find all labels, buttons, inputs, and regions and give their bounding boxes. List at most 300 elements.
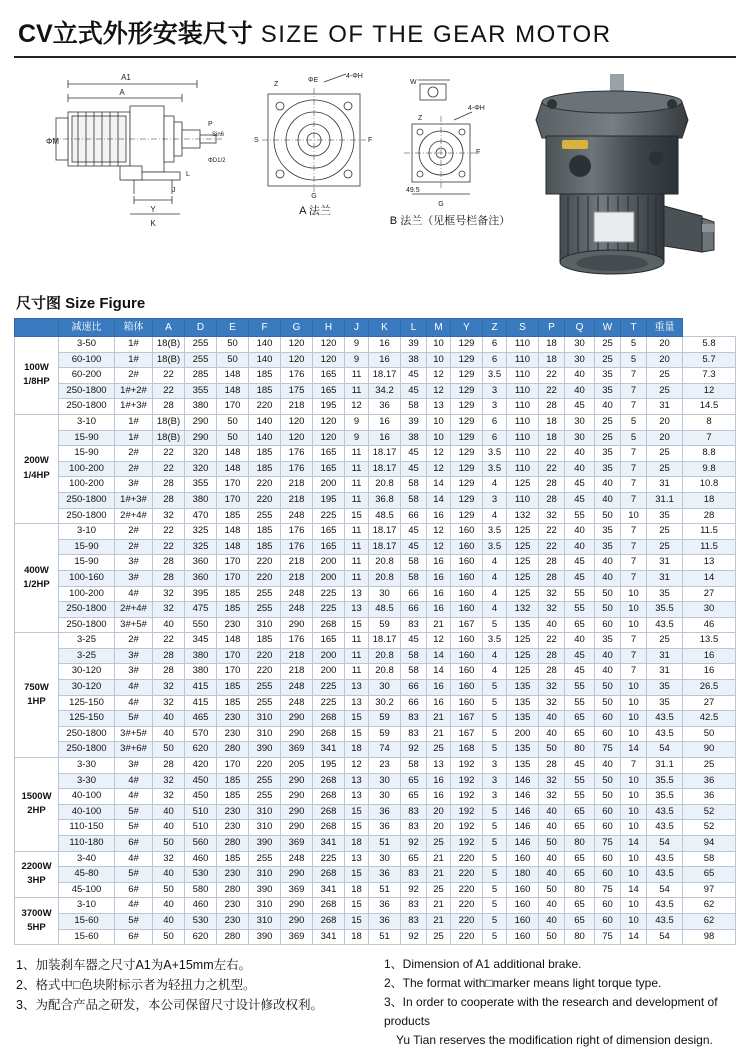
table-row — [15, 898, 736, 914]
cell-1: 2# — [115, 633, 153, 649]
cell-14: 160 — [507, 851, 539, 867]
cell-5: 185 — [249, 383, 281, 399]
table-row — [15, 524, 736, 540]
cell-19: 25 — [647, 633, 683, 649]
cell-9: 23 — [369, 758, 401, 774]
cell-8: 11 — [345, 492, 369, 508]
cell-0: 30-120 — [59, 680, 115, 696]
cell-6: 218 — [281, 555, 313, 571]
cell-13: 5 — [483, 836, 507, 852]
cell-18: 10 — [621, 773, 647, 789]
cell-0: 45-100 — [59, 882, 115, 898]
cell-3: 290 — [185, 430, 217, 446]
cell-12: 167 — [451, 617, 483, 633]
cell-7: 341 — [313, 929, 345, 945]
cell-18: 10 — [621, 851, 647, 867]
cell-19: 25 — [647, 539, 683, 555]
cell-0: 250-1800 — [59, 726, 115, 742]
svg-text:ΦE: ΦE — [308, 77, 319, 84]
cell-0: 30-120 — [59, 664, 115, 680]
cell-11: 21 — [427, 711, 451, 727]
cell-15: 28 — [539, 477, 565, 493]
cell-18: 10 — [621, 726, 647, 742]
cell-2: 18(B) — [153, 337, 185, 353]
cell-17: 35 — [595, 383, 621, 399]
cell-17: 40 — [595, 664, 621, 680]
cell-18: 10 — [621, 898, 647, 914]
cell-10: 66 — [401, 508, 427, 524]
cell-3: 320 — [185, 461, 217, 477]
cell-4: 148 — [217, 368, 249, 384]
cell-20: 12 — [683, 383, 736, 399]
table-header-2: A — [153, 319, 185, 337]
cell-8: 13 — [345, 586, 369, 602]
cell-12: 129 — [451, 368, 483, 384]
cell-6: 290 — [281, 617, 313, 633]
cell-10: 45 — [401, 539, 427, 555]
cell-18: 7 — [621, 539, 647, 555]
cell-20: 11.5 — [683, 539, 736, 555]
cell-6: 120 — [281, 352, 313, 368]
cell-11: 12 — [427, 539, 451, 555]
cell-2: 40 — [153, 820, 185, 836]
cell-9: 30 — [369, 773, 401, 789]
cell-15: 50 — [539, 929, 565, 945]
cell-18: 10 — [621, 867, 647, 883]
cell-19: 25 — [647, 383, 683, 399]
cell-9: 20.8 — [369, 648, 401, 664]
cell-8: 13 — [345, 773, 369, 789]
cell-13: 3 — [483, 758, 507, 774]
cell-16: 80 — [565, 929, 595, 945]
cell-6: 218 — [281, 477, 313, 493]
cell-2: 22 — [153, 383, 185, 399]
cell-13: 4 — [483, 555, 507, 571]
cell-19: 35.5 — [647, 602, 683, 618]
cell-15: 18 — [539, 430, 565, 446]
table-header-3: D — [185, 319, 217, 337]
svg-text:49.5: 49.5 — [406, 187, 420, 194]
cell-9: 18.17 — [369, 446, 401, 462]
cell-3: 580 — [185, 882, 217, 898]
cell-20: 16 — [683, 648, 736, 664]
power-group-label: 100W 1/8HP — [15, 337, 59, 415]
cell-16: 80 — [565, 742, 595, 758]
cell-19: 31 — [647, 555, 683, 571]
cell-15: 40 — [539, 913, 565, 929]
cell-17: 50 — [595, 586, 621, 602]
cell-4: 185 — [217, 773, 249, 789]
size-figure-heading: 尺寸图 Size Figure — [16, 295, 146, 312]
cell-0: 15-90 — [59, 430, 115, 446]
cell-5: 310 — [249, 820, 281, 836]
cell-8: 13 — [345, 680, 369, 696]
cell-20: 11.5 — [683, 524, 736, 540]
title-divider — [14, 56, 736, 58]
notes-chinese — [16, 955, 368, 1050]
cell-10: 83 — [401, 820, 427, 836]
cell-15: 22 — [539, 461, 565, 477]
cell-2: 40 — [153, 913, 185, 929]
cell-3: 285 — [185, 368, 217, 384]
cell-10: 58 — [401, 492, 427, 508]
cell-9: 48.5 — [369, 602, 401, 618]
cell-7: 200 — [313, 570, 345, 586]
cell-14: 125 — [507, 586, 539, 602]
cell-2: 40 — [153, 726, 185, 742]
cell-16: 45 — [565, 555, 595, 571]
cell-14: 110 — [507, 492, 539, 508]
cell-17: 25 — [595, 352, 621, 368]
cell-18: 5 — [621, 352, 647, 368]
cell-8: 11 — [345, 368, 369, 384]
cell-16: 30 — [565, 430, 595, 446]
table-row — [15, 570, 736, 586]
cell-9: 20.8 — [369, 570, 401, 586]
cell-16: 40 — [565, 633, 595, 649]
cell-8: 12 — [345, 758, 369, 774]
cell-1: 4# — [115, 680, 153, 696]
cell-17: 50 — [595, 680, 621, 696]
cell-8: 11 — [345, 539, 369, 555]
table-row — [15, 383, 736, 399]
cell-1: 3# — [115, 648, 153, 664]
cell-16: 55 — [565, 586, 595, 602]
cell-2: 22 — [153, 446, 185, 462]
product-photo — [506, 66, 744, 288]
cell-19: 31 — [647, 399, 683, 415]
cell-18: 5 — [621, 414, 647, 430]
cell-10: 83 — [401, 898, 427, 914]
cell-9: 36 — [369, 804, 401, 820]
cell-19: 20 — [647, 430, 683, 446]
cell-4: 170 — [217, 555, 249, 571]
cell-8: 9 — [345, 430, 369, 446]
table-row — [15, 461, 736, 477]
cell-15: 32 — [539, 508, 565, 524]
cell-16: 45 — [565, 477, 595, 493]
cell-5: 255 — [249, 586, 281, 602]
cell-5: 310 — [249, 804, 281, 820]
cell-10: 92 — [401, 929, 427, 945]
cell-17: 25 — [595, 430, 621, 446]
cell-17: 40 — [595, 570, 621, 586]
table-row — [15, 633, 736, 649]
table-row — [15, 882, 736, 898]
cell-3: 570 — [185, 726, 217, 742]
cell-14: 135 — [507, 758, 539, 774]
cell-10: 58 — [401, 570, 427, 586]
cell-19: 43.5 — [647, 617, 683, 633]
cell-10: 83 — [401, 726, 427, 742]
table-row — [15, 602, 736, 618]
cell-11: 16 — [427, 586, 451, 602]
cell-7: 200 — [313, 664, 345, 680]
cell-2: 40 — [153, 867, 185, 883]
title-english: SIZE OF THE GEAR MOTOR — [260, 21, 612, 48]
cell-17: 60 — [595, 804, 621, 820]
drawing-side-view — [22, 66, 232, 236]
cell-9: 59 — [369, 617, 401, 633]
table-header-0: 减速比 — [59, 319, 115, 337]
cell-8: 15 — [345, 726, 369, 742]
svg-text:L: L — [186, 171, 190, 178]
cell-4: 170 — [217, 664, 249, 680]
cell-4: 185 — [217, 851, 249, 867]
cell-16: 45 — [565, 648, 595, 664]
cell-5: 255 — [249, 680, 281, 696]
cell-17: 35 — [595, 461, 621, 477]
cell-8: 15 — [345, 820, 369, 836]
cell-19: 43.5 — [647, 820, 683, 836]
cell-11: 16 — [427, 602, 451, 618]
cell-20: 62 — [683, 913, 736, 929]
cell-4: 148 — [217, 539, 249, 555]
cell-6: 290 — [281, 726, 313, 742]
cell-11: 10 — [427, 430, 451, 446]
cell-11: 21 — [427, 898, 451, 914]
cell-6: 290 — [281, 867, 313, 883]
cell-7: 165 — [313, 383, 345, 399]
cell-0: 250-1800 — [59, 492, 115, 508]
cell-18: 5 — [621, 430, 647, 446]
cell-16: 55 — [565, 789, 595, 805]
cell-2: 22 — [153, 368, 185, 384]
cell-20: 26.5 — [683, 680, 736, 696]
cell-0: 15-60 — [59, 929, 115, 945]
cell-14: 125 — [507, 555, 539, 571]
svg-text:P: P — [208, 121, 213, 128]
cell-13: 5 — [483, 851, 507, 867]
page-title — [14, 10, 736, 56]
cell-16: 65 — [565, 820, 595, 836]
cell-0: 15-90 — [59, 539, 115, 555]
table-row — [15, 742, 736, 758]
cell-5: 185 — [249, 461, 281, 477]
cell-15: 22 — [539, 383, 565, 399]
cell-3: 420 — [185, 758, 217, 774]
cell-11: 21 — [427, 851, 451, 867]
cell-6: 205 — [281, 758, 313, 774]
cell-5: 185 — [249, 524, 281, 540]
cell-16: 45 — [565, 570, 595, 586]
cell-0: 100-200 — [59, 477, 115, 493]
cell-17: 75 — [595, 882, 621, 898]
cell-15: 40 — [539, 851, 565, 867]
table-header-11: M — [427, 319, 451, 337]
cell-19: 35.5 — [647, 789, 683, 805]
drawing-flange-a — [250, 72, 380, 218]
cell-10: 66 — [401, 680, 427, 696]
cell-12: 129 — [451, 399, 483, 415]
cell-13: 5 — [483, 882, 507, 898]
cell-13: 6 — [483, 414, 507, 430]
cell-7: 120 — [313, 352, 345, 368]
cell-14: 135 — [507, 711, 539, 727]
cell-16: 65 — [565, 804, 595, 820]
cell-19: 25 — [647, 368, 683, 384]
cell-18: 7 — [621, 555, 647, 571]
cell-18: 10 — [621, 617, 647, 633]
cell-7: 165 — [313, 446, 345, 462]
cell-18: 7 — [621, 492, 647, 508]
cell-18: 7 — [621, 399, 647, 415]
cell-15: 40 — [539, 867, 565, 883]
cell-19: 43.5 — [647, 726, 683, 742]
cell-7: 200 — [313, 648, 345, 664]
cell-9: 51 — [369, 882, 401, 898]
cell-2: 32 — [153, 773, 185, 789]
cell-1: 2# — [115, 461, 153, 477]
cell-8: 11 — [345, 555, 369, 571]
cell-17: 40 — [595, 399, 621, 415]
svg-text:G: G — [438, 201, 444, 208]
cell-17: 60 — [595, 851, 621, 867]
cell-10: 38 — [401, 352, 427, 368]
cell-6: 120 — [281, 337, 313, 353]
cell-5: 140 — [249, 430, 281, 446]
cell-11: 12 — [427, 446, 451, 462]
cell-3: 325 — [185, 539, 217, 555]
cell-1: 2# — [115, 539, 153, 555]
cell-20: 5.7 — [683, 352, 736, 368]
note-line: 1、加装刹车器之尺寸A1为A+15mm左右。 — [16, 958, 252, 973]
cell-4: 230 — [217, 820, 249, 836]
cell-7: 268 — [313, 617, 345, 633]
cell-15: 22 — [539, 524, 565, 540]
cell-3: 560 — [185, 836, 217, 852]
cell-9: 16 — [369, 337, 401, 353]
cell-7: 200 — [313, 555, 345, 571]
cell-20: 30 — [683, 602, 736, 618]
cell-9: 74 — [369, 742, 401, 758]
cell-8: 13 — [345, 789, 369, 805]
cell-2: 28 — [153, 648, 185, 664]
cell-2: 28 — [153, 570, 185, 586]
table-row — [15, 648, 736, 664]
cell-7: 165 — [313, 539, 345, 555]
cell-14: 146 — [507, 789, 539, 805]
cell-9: 34.2 — [369, 383, 401, 399]
table-row — [15, 773, 736, 789]
table-row — [15, 446, 736, 462]
cell-18: 7 — [621, 461, 647, 477]
cell-6: 120 — [281, 414, 313, 430]
cell-10: 58 — [401, 664, 427, 680]
cell-19: 43.5 — [647, 898, 683, 914]
cell-4: 50 — [217, 337, 249, 353]
flange-a-caption: A 法兰 — [299, 205, 331, 217]
cell-7: 341 — [313, 742, 345, 758]
cell-20: 27 — [683, 586, 736, 602]
cell-12: 160 — [451, 602, 483, 618]
cell-17: 60 — [595, 820, 621, 836]
cell-18: 7 — [621, 477, 647, 493]
cell-10: 83 — [401, 711, 427, 727]
cell-11: 25 — [427, 836, 451, 852]
power-group-label: 400W 1/2HP — [15, 524, 59, 633]
cell-2: 28 — [153, 758, 185, 774]
cell-14: 110 — [507, 352, 539, 368]
cell-14: 125 — [507, 539, 539, 555]
cell-10: 58 — [401, 477, 427, 493]
cell-14: 125 — [507, 524, 539, 540]
table-row — [15, 617, 736, 633]
cell-17: 35 — [595, 524, 621, 540]
cell-5: 310 — [249, 617, 281, 633]
table-header-13: Z — [483, 319, 507, 337]
cell-19: 54 — [647, 836, 683, 852]
cell-10: 92 — [401, 882, 427, 898]
cell-11: 25 — [427, 929, 451, 945]
cell-19: 20 — [647, 414, 683, 430]
cell-10: 45 — [401, 461, 427, 477]
cell-7: 165 — [313, 461, 345, 477]
cell-16: 80 — [565, 836, 595, 852]
cell-9: 36 — [369, 913, 401, 929]
cell-3: 380 — [185, 399, 217, 415]
cell-4: 185 — [217, 789, 249, 805]
cell-8: 15 — [345, 898, 369, 914]
cell-7: 225 — [313, 851, 345, 867]
cell-9: 36 — [369, 399, 401, 415]
cell-6: 248 — [281, 680, 313, 696]
cell-19: 31 — [647, 648, 683, 664]
cell-15: 18 — [539, 337, 565, 353]
cell-17: 35 — [595, 633, 621, 649]
svg-text:A: A — [119, 88, 125, 97]
cell-14: 110 — [507, 383, 539, 399]
cell-17: 50 — [595, 695, 621, 711]
cell-19: 35 — [647, 586, 683, 602]
cell-3: 450 — [185, 773, 217, 789]
cell-0: 60-200 — [59, 368, 115, 384]
cell-17: 50 — [595, 602, 621, 618]
cell-7: 195 — [313, 492, 345, 508]
table-row — [15, 337, 736, 353]
cell-13: 6 — [483, 430, 507, 446]
cell-13: 3.5 — [483, 539, 507, 555]
cell-6: 290 — [281, 820, 313, 836]
cell-12: 192 — [451, 836, 483, 852]
cell-4: 230 — [217, 913, 249, 929]
cell-0: 3-50 — [59, 337, 115, 353]
cell-7: 225 — [313, 680, 345, 696]
cell-6: 369 — [281, 882, 313, 898]
cell-9: 30 — [369, 789, 401, 805]
cell-14: 110 — [507, 368, 539, 384]
cell-5: 185 — [249, 368, 281, 384]
cell-10: 45 — [401, 368, 427, 384]
table-body — [15, 337, 736, 945]
cell-5: 220 — [249, 758, 281, 774]
cell-17: 40 — [595, 648, 621, 664]
cell-8: 11 — [345, 383, 369, 399]
cell-2: 40 — [153, 617, 185, 633]
cell-15: 32 — [539, 773, 565, 789]
table-row — [15, 399, 736, 415]
cell-20: 18 — [683, 492, 736, 508]
cell-0: 250-1800 — [59, 399, 115, 415]
cell-18: 10 — [621, 711, 647, 727]
cell-11: 14 — [427, 648, 451, 664]
cell-11: 12 — [427, 633, 451, 649]
table-row — [15, 820, 736, 836]
cell-19: 25 — [647, 524, 683, 540]
cell-11: 21 — [427, 913, 451, 929]
cell-6: 290 — [281, 898, 313, 914]
cell-19: 43.5 — [647, 711, 683, 727]
